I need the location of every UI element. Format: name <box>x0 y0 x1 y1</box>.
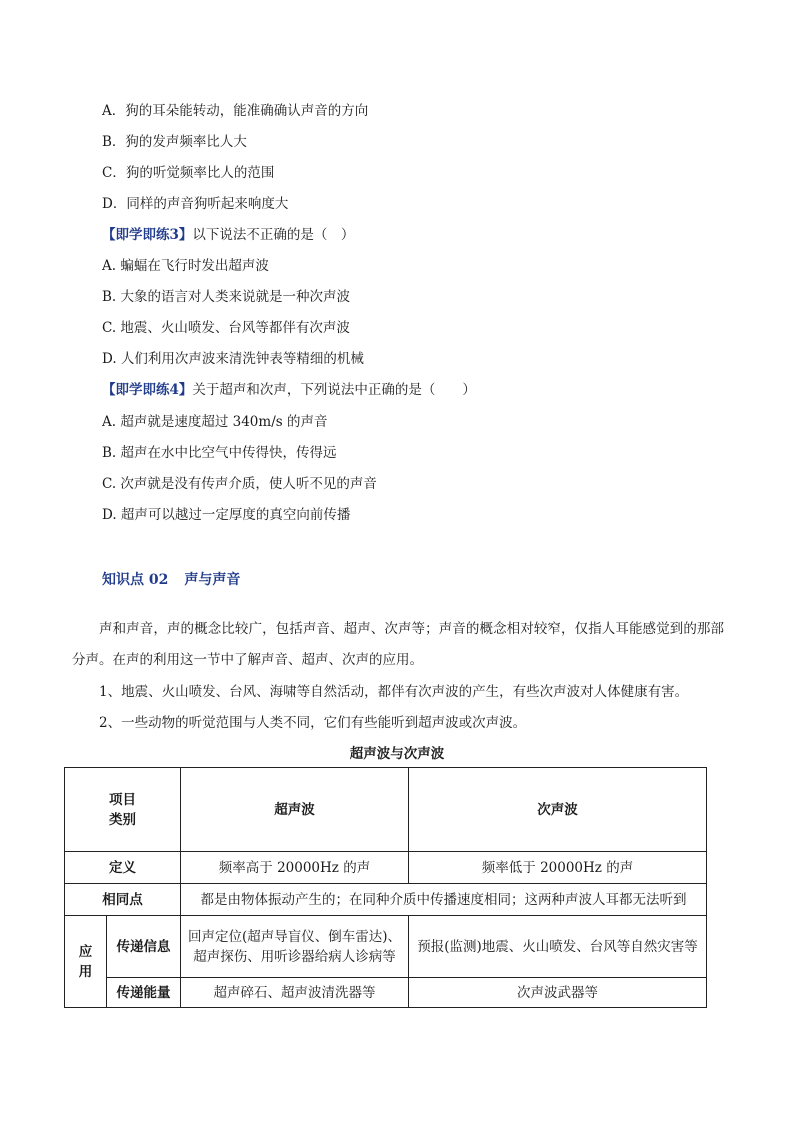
q4-stem: 关于超声和次声，下列说法中正确的是（ ） <box>192 382 476 398</box>
q2-option-b: B．狗的发声频率比人大 <box>102 134 247 150</box>
table-row-definition <box>65 852 707 884</box>
application-char-1: 应 <box>78 943 93 960</box>
comparison-table <box>64 767 707 1008</box>
energy-label: 传递能量 <box>107 978 181 1008</box>
q3-stem: 以下说法不正确的是（ ） <box>192 227 355 243</box>
application-char-2: 用 <box>78 963 93 980</box>
info-ultrasonic-line-2: 超声探伤、用听诊器给病人诊病等 <box>193 948 396 965</box>
section-intro: 声和声音，声的概念比较广，包括声音、超声、次声等；声音的概念相对较窄，仅指人耳能感觉到的那部分声。在声的利用这一节中了解声音、超声、次声的应用。 <box>72 621 724 668</box>
common-value: 都是由物体振动产生的；在同种介质中传播速度相同；这两种声波人耳都无法听到 <box>181 884 707 916</box>
q4-option-b: B. 超声在水中比空气中传得快，传得远 <box>102 445 337 461</box>
table-row-common <box>65 884 707 916</box>
application-label <box>65 916 107 1008</box>
energy-ultrasonic: 超声碎石、超声波清洗器等 <box>181 978 409 1008</box>
section-number: 知识点 02 <box>102 572 169 588</box>
info-infrasonic: 预报(监测)地震、火山喷发、台风等自然灾害等 <box>409 916 707 978</box>
table-row-info <box>65 916 707 978</box>
header-infrasonic: 次声波 <box>409 768 707 852</box>
q2-option-d: D．同样的声音狗听起来响度大 <box>102 196 289 212</box>
section-point-2: 2、一些动物的听觉范围与人类不同，它们有些能听到超声波或次声波。 <box>99 715 527 731</box>
q4-option-a: A. 超声就是速度超过 340m/s 的声音 <box>102 414 328 430</box>
q3-stem-line <box>102 225 354 245</box>
header-item: 项目 <box>109 791 136 808</box>
definition-ultrasonic: 频率高于 20000Hz 的声 <box>181 852 409 884</box>
q4-tag: 【即学即练4】 <box>102 382 193 398</box>
header-ultrasonic: 超声波 <box>181 768 409 852</box>
q3-option-c: C. 地震、火山喷发、台风等都伴有次声波 <box>102 320 350 336</box>
q3-option-a: A. 蝙蝠在飞行时发出超声波 <box>102 258 269 274</box>
table-row-energy <box>65 978 707 1008</box>
definition-infrasonic: 频率低于 20000Hz 的声 <box>409 852 707 884</box>
info-ultrasonic <box>181 916 409 978</box>
q3-option-d: D. 人们利用次声波来清洗钟表等精细的机械 <box>102 351 364 367</box>
q4-option-c: C. 次声就是没有传声介质，使人听不见的声音 <box>102 476 377 492</box>
q3-tag: 【即学即练3】 <box>102 227 193 243</box>
info-label: 传递信息 <box>107 916 181 978</box>
header-category: 类别 <box>109 811 136 828</box>
q3-option-b: B. 大象的语言对人类来说就是一种次声波 <box>102 289 351 305</box>
common-label: 相同点 <box>65 884 181 916</box>
info-ultrasonic-line-1: 回声定位(超声导盲仪、倒车雷达)、 <box>187 928 402 945</box>
section-title: 声与声音 <box>184 572 241 588</box>
header-item-category <box>65 768 181 852</box>
table-header-row <box>65 768 707 852</box>
q4-stem-line <box>102 380 476 400</box>
section-point-1: 1、地震、火山喷发、台风、海啸等自然活动，都伴有次声波的产生，有些次声波对人体健康有害。 <box>99 684 689 700</box>
q2-option-c: C．狗的听觉频率比人的范围 <box>102 165 275 181</box>
q2-option-a: A．狗的耳朵能转动，能准确确认声音的方向 <box>102 103 369 119</box>
section-heading <box>102 569 240 589</box>
q4-option-d: D. 超声可以越过一定厚度的真空向前传播 <box>102 507 351 523</box>
energy-infrasonic: 次声波武器等 <box>409 978 707 1008</box>
table-title: 超声波与次声波 <box>349 746 445 762</box>
definition-label: 定义 <box>65 852 181 884</box>
